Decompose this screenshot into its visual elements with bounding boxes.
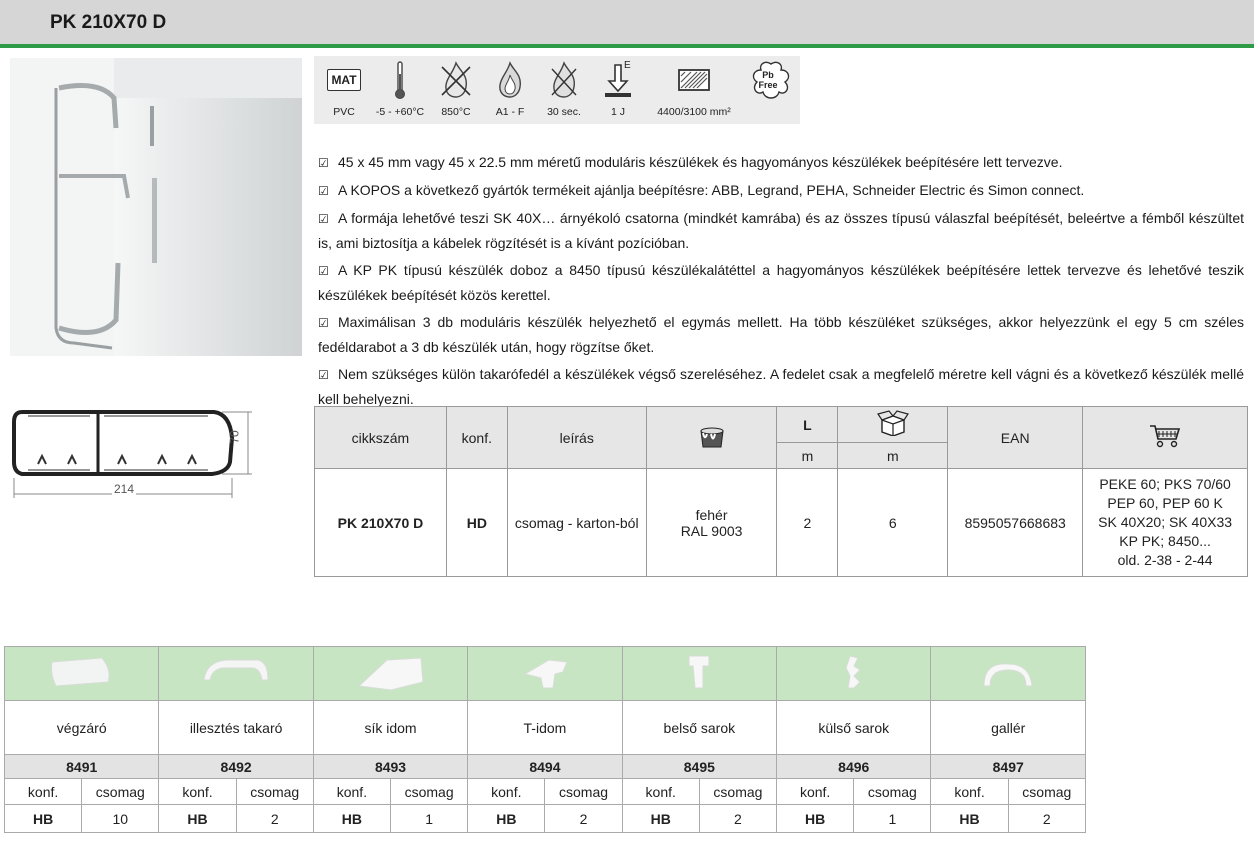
header-bar: [0, 0, 1254, 44]
accessory-code: 8493: [313, 755, 467, 779]
accessory-pack: 1: [854, 805, 931, 833]
accessory-pack: 2: [1008, 805, 1085, 833]
accessory-pack: 2: [699, 805, 776, 833]
header-accessories: [1083, 407, 1248, 469]
accessory-code: 8496: [777, 755, 931, 779]
thermometer-icon: [392, 60, 408, 100]
accessory-pack: 2: [545, 805, 622, 833]
accessory-conf: HB: [777, 805, 854, 833]
accessory-name: illesztés takaró: [159, 701, 313, 755]
accessory-name: sík idom: [313, 701, 467, 755]
glow-wire-icon: [438, 61, 474, 99]
checkmark-icon: ☑: [318, 184, 329, 198]
checkmark-icon: ☑: [318, 156, 329, 170]
accessory-conf: HB: [313, 805, 390, 833]
sub-header-conf: konf.: [777, 779, 854, 805]
feature-list: [318, 150, 1244, 411]
accessory-name: végzáró: [5, 701, 159, 755]
header-ean: EAN: [948, 407, 1083, 469]
section-height-label: 70: [227, 430, 242, 444]
property-temperature: [372, 60, 428, 118]
accessory-code: 8495: [622, 755, 776, 779]
shopping-cart-icon: [1148, 423, 1182, 449]
accessory-conf: HB: [931, 805, 1008, 833]
accessory-name: külső sarok: [777, 701, 931, 755]
sub-header-pack: csomag: [699, 779, 776, 805]
impact-energy-badge: E: [624, 60, 631, 71]
row-conf: HD: [446, 469, 507, 577]
header-desc: leírás: [507, 407, 646, 469]
list-item: ☑ Maximálisan 3 db moduláris készülék helyezhető el egymás mellett. Ha több készüléket szükséges, akkor helyezzünk el egy 5 cm széles fedéldarabot a 3 db készülék után, hogy rögzítse őket.: [318, 310, 1244, 359]
header-code: cikkszám: [315, 407, 447, 469]
accessory-conf: HB: [5, 805, 82, 833]
property-label: -5 - +60°C: [375, 106, 425, 118]
accessory-conf: HB: [159, 805, 236, 833]
list-item: ☑ Nem szükséges külön takarófedél a készülékek végső szereléséhez. A fedelet csak a megfelelő méretre kell vágni és a következő készülék mellé kell behelyezni.: [318, 362, 1244, 411]
flame-icon: [494, 61, 526, 99]
accessory-line: SK 40X20; SK 40X33: [1098, 514, 1233, 530]
list-item: ☑ 45 x 45 mm vagy 45 x 22.5 mm méretű moduláris készülékek és hagyományos készülékek beépítésére lett tervezve.: [318, 150, 1244, 175]
joint-cover-icon: [159, 647, 313, 701]
property-label: PVC: [333, 106, 355, 118]
accessory-line: PEP 60, PEP 60 K: [1107, 495, 1223, 511]
paint-bucket-icon: [697, 423, 727, 449]
section-width-label: 214: [114, 482, 135, 496]
accessory-pack: 2: [236, 805, 313, 833]
accessory-name: T-idom: [468, 701, 622, 755]
end-cap-icon: [5, 647, 159, 701]
list-item: ☑ A KOPOS a következő gyártók termékeit ajánlja beépítésre: ABB, Legrand, PEHA, Schneider Electric és Simon connect.: [318, 178, 1244, 203]
property-flame-class: [482, 60, 538, 118]
checkmark-icon: ☑: [318, 316, 329, 330]
accessory-line: KP PK; 8450...: [1119, 533, 1211, 549]
product-photo: [4, 58, 302, 356]
page-title: PK 210X70 D: [50, 12, 167, 33]
sub-header-pack: csomag: [82, 779, 159, 805]
row-desc: csomag - karton-ból: [507, 469, 646, 577]
list-item: ☑ A formája lehetővé teszi SK 40X… árnyékoló csatorna (mindkét kamrába) és az összes típusú válaszfal beépítését, beleértve a fémből készültet is, ami biztosítja a kábelek rögzítését is a kívánt pozícióban.: [318, 206, 1244, 255]
property-label: A1 - F: [495, 106, 525, 118]
sub-header-conf: konf.: [313, 779, 390, 805]
property-mat: [316, 60, 372, 118]
cross-section-drawing: [8, 402, 258, 508]
row-length: 2: [777, 469, 838, 577]
accessory-pack: 10: [82, 805, 159, 833]
product-table: [314, 406, 1248, 577]
pb-free-label: Pb Free: [758, 70, 778, 90]
checkmark-icon: ☑: [318, 212, 329, 226]
accessory-code: 8497: [931, 755, 1086, 779]
row-color: [646, 469, 777, 577]
property-cross-section: [654, 60, 734, 118]
row-accessories: [1083, 469, 1248, 577]
row-ean: 8595057668683: [948, 469, 1083, 577]
property-glow-wire: [428, 60, 484, 118]
header-length: L: [777, 407, 838, 443]
sub-header-pack: csomag: [545, 779, 622, 805]
accessory-line: old. 2-38 - 2-44: [1117, 552, 1213, 568]
header-length-unit: m: [777, 443, 838, 469]
sub-header-conf: konf.: [622, 779, 699, 805]
property-impact: [590, 60, 646, 118]
flame-duration-icon: [546, 61, 582, 99]
sub-header-conf: konf.: [159, 779, 236, 805]
accessory-conf: HB: [468, 805, 545, 833]
property-label: 4400/3100 mm²: [657, 106, 731, 118]
table-row: [315, 469, 1248, 577]
header-pack-unit: m: [838, 443, 948, 469]
accessories-table: [4, 646, 1086, 833]
property-label: 1 J: [610, 106, 625, 118]
property-label: 850°C: [441, 106, 471, 118]
checkmark-icon: ☑: [318, 368, 329, 382]
sub-header-pack: csomag: [391, 779, 468, 805]
sub-header-conf: konf.: [931, 779, 1008, 805]
box-icon: [876, 410, 910, 436]
property-pb-free: [746, 60, 796, 100]
property-label: 30 sec.: [547, 106, 581, 118]
accessory-conf: HB: [622, 805, 699, 833]
cross-section-icon: [677, 68, 711, 92]
accessory-name: gallér: [931, 701, 1086, 755]
external-corner-icon: [777, 647, 931, 701]
row-code: PK 210X70 D: [315, 469, 447, 577]
property-flame-duration: [536, 60, 592, 118]
internal-corner-icon: [622, 647, 776, 701]
accessory-line: PEKE 60; PKS 70/60: [1099, 476, 1231, 492]
accessory-code: 8491: [5, 755, 159, 779]
sub-header-conf: konf.: [5, 779, 82, 805]
sub-header-conf: konf.: [468, 779, 545, 805]
mat-icon: MAT: [327, 69, 360, 91]
property-strip: [314, 56, 800, 124]
header-pack: [838, 407, 948, 443]
t-piece-icon: [468, 647, 622, 701]
row-color-ral: RAL 9003: [680, 522, 743, 539]
sub-header-pack: csomag: [236, 779, 313, 805]
row-pack: 6: [838, 469, 948, 577]
flat-angle-icon: [313, 647, 467, 701]
sub-header-pack: csomag: [854, 779, 931, 805]
list-item: ☑ A KP PK típusú készülék doboz a 8450 típusú készülékalátéttel a hagyományos készülékek beépítésére lettek tervezve és lehetővé teszik készülékek beépítését közös kerettel.: [318, 258, 1244, 307]
accessory-code: 8494: [468, 755, 622, 779]
collar-icon: [931, 647, 1086, 701]
row-color-name: fehér: [695, 506, 728, 523]
header-conf: konf.: [446, 407, 507, 469]
header-accent-line: [0, 44, 1254, 48]
checkmark-icon: ☑: [318, 264, 329, 278]
sub-header-pack: csomag: [1008, 779, 1085, 805]
header-color: [646, 407, 777, 469]
accessory-code: 8492: [159, 755, 313, 779]
accessory-name: belső sarok: [622, 701, 776, 755]
accessory-pack: 1: [391, 805, 468, 833]
